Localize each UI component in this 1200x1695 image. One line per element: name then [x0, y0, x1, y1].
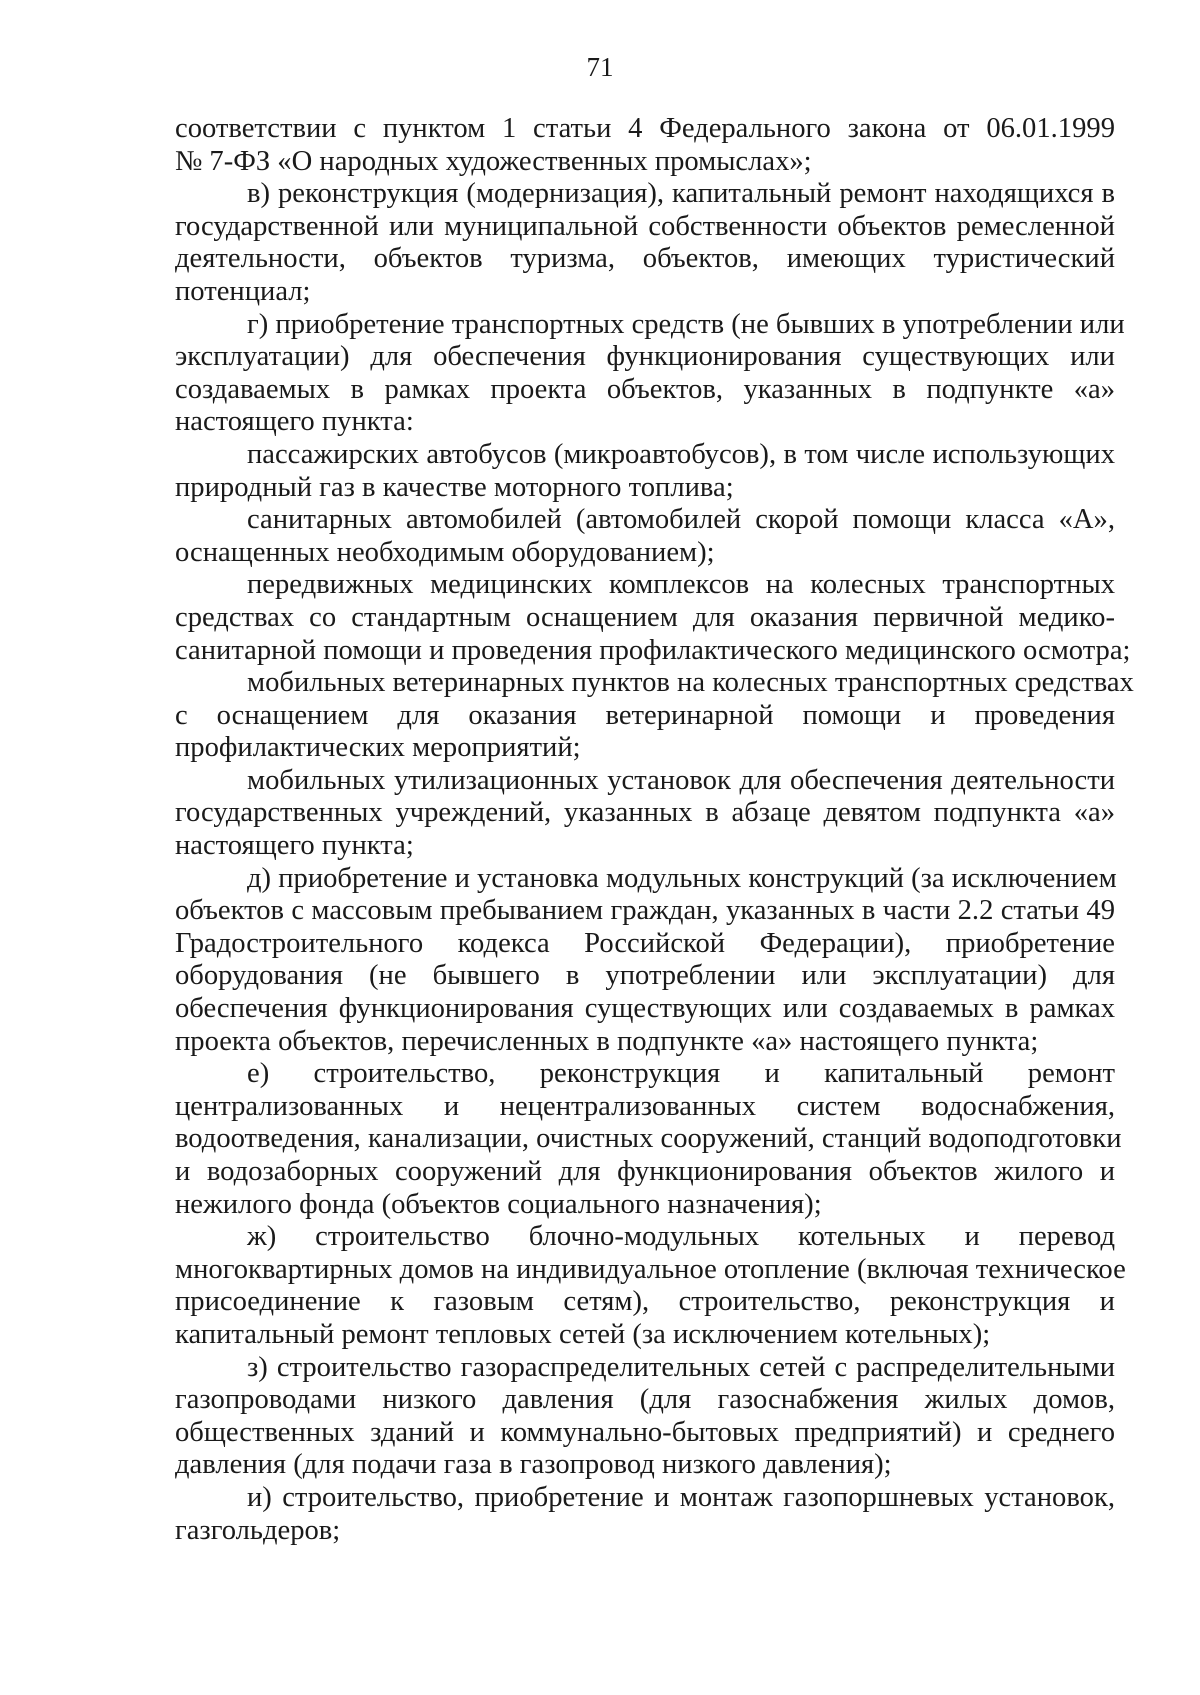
text-line: с оснащением для оказания ветеринарной помощи и проведения [175, 699, 1115, 731]
text-line: оборудования (не бывшего в употреблении или эксплуатации) для [175, 960, 1115, 992]
text-line: пассажирских автобусов (микроавтобусов), в том числе использующих [247, 438, 1115, 470]
text-line: е) строительство, реконструкция и капитальный ремонт [247, 1058, 1115, 1090]
text-line: мобильных утилизационных установок для обеспечения деятельности [247, 764, 1115, 796]
text-line: профилактических мероприятий; [175, 732, 581, 764]
text-line: проекта объектов, перечисленных в подпункте «а» настоящего пункта; [175, 1025, 1039, 1057]
text-line: ж) строительство блочно-модульных котельных и перевод [247, 1221, 1115, 1253]
text-line: государственной или муниципальной собственности объектов ремесленной [175, 210, 1115, 242]
text-line: соответствии с пунктом 1 статьи 4 Федерального закона от 06.01.1999 [175, 113, 1115, 144]
text-line: газопроводами низкого давления (для газоснабжения жилых домов, [175, 1384, 1115, 1416]
text-line: объектов с массовым пребыванием граждан, указанных в части 2.2 статьи 49 [175, 895, 1115, 927]
text-line: и водозаборных сооружений для функционирования объектов жилого и [175, 1156, 1115, 1187]
text-line: и) строительство, приобретение и монтаж газопоршневых установок, [247, 1481, 1115, 1513]
text-line: в) реконструкция (модернизация), капитальный ремонт находящихся в [247, 178, 1115, 210]
text-line: оснащенных необходимым оборудованием); [175, 536, 715, 568]
text-line: давления (для подачи газа в газопровод низкого давления); [175, 1449, 892, 1481]
text-line: № 7-ФЗ «О народных художественных промыслах»; [175, 145, 812, 177]
text-line: з) строительство газораспределительных сетей с распределительными [247, 1351, 1115, 1383]
text-line: капитальный ремонт тепловых сетей (за исключением котельных); [175, 1318, 991, 1350]
text-line: санитарной помощи и проведения профилактического медицинского осмотра; [175, 634, 1131, 666]
text-line: санитарных автомобилей (автомобилей скорой помощи класса «А», [247, 504, 1115, 536]
text-line: многоквартирных домов на индивидуальное отопление (включая техническое [175, 1253, 1126, 1285]
text-line: д) приобретение и установка модульных конструкций (за исключением [247, 862, 1117, 894]
text-line: передвижных медицинских комплексов на колесных транспортных [247, 569, 1115, 601]
text-line: г) приобретение транспортных средств (не бывших в употреблении или [247, 308, 1125, 340]
text-line: водоотведения, канализации, очистных сооружений, станций водоподготовки [175, 1123, 1122, 1155]
text-line: нежилого фонда (объектов социального назначения); [175, 1188, 822, 1220]
text-line: газгольдеров; [175, 1514, 341, 1546]
text-line: мобильных ветеринарных пунктов на колесных транспортных средствах [247, 667, 1134, 699]
text-line: эксплуатации) для обеспечения функционирования существующих или [175, 341, 1115, 373]
text-line: деятельности, объектов туризма, объектов, имеющих туристический [175, 243, 1115, 275]
text-line: настоящего пункта; [175, 830, 414, 862]
text-line: настоящего пункта: [175, 406, 414, 438]
text-line: Градостроительного кодекса Российской Федерации), приобретение [175, 927, 1115, 959]
text-line: централизованных и нецентрализованных систем водоснабжения, [175, 1090, 1115, 1122]
text-line: создаваемых в рамках проекта объектов, указанных в подпункте «а» [175, 373, 1115, 405]
text-line: потенциал; [175, 275, 311, 307]
document-body [175, 113, 1134, 1547]
text-line: общественных зданий и коммунально-бытовых предприятий) и среднего [175, 1416, 1115, 1448]
text-line: средствах со стандартным оснащением для оказания первичной медико- [175, 601, 1115, 633]
page-number: 71 [586, 52, 614, 82]
text-line: присоединение к газовым сетям), строительство, реконструкция и [175, 1286, 1115, 1318]
text-line: государственных учреждений, указанных в абзаце девятом подпункта «а» [175, 797, 1115, 829]
text-line: обеспечения функционирования существующих или создаваемых в рамках [175, 993, 1115, 1025]
text-line: природный газ в качестве моторного топлива; [175, 471, 734, 503]
